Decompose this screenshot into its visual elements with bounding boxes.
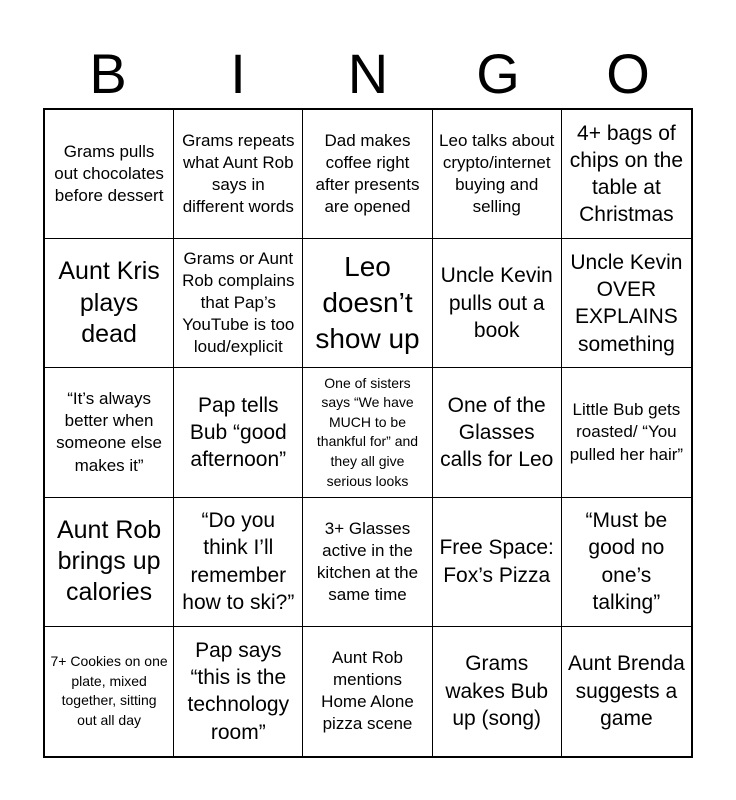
- bingo-board: [43, 108, 693, 758]
- cell-text: Aunt Brenda suggests a game: [568, 652, 685, 731]
- cell-text: Aunt Kris plays dead: [58, 257, 160, 348]
- cell-text: Aunt Rob mentions Home Alone pizza scene: [321, 648, 414, 734]
- bingo-cell-r3-c4[interactable]: [433, 368, 562, 497]
- bingo-cell-r1-c4[interactable]: [433, 110, 562, 239]
- bingo-cell-r3-c1[interactable]: [45, 368, 174, 497]
- header-letter-b: B: [89, 42, 127, 105]
- cell-text: 7+ Cookies on one plate, mixed together, sitting out all day: [50, 653, 168, 728]
- cell-text: Leo doesn’t show up: [315, 250, 420, 355]
- bingo-cell-r1-c2[interactable]: [174, 110, 303, 239]
- bingo-cell-r5-c4[interactable]: [433, 627, 562, 756]
- cell-text: Leo talks about crypto/internet buying and selling: [439, 130, 555, 217]
- cell-text: “Do you think I’ll remember how to ski?”: [182, 509, 295, 614]
- header-letter-g: G: [476, 42, 520, 105]
- bingo-cell-r5-c5[interactable]: [562, 627, 691, 756]
- bingo-cell-r4-c1[interactable]: [45, 498, 174, 627]
- bingo-cell-r3-c3[interactable]: [303, 368, 432, 497]
- cell-text: Pap says “this is the technology room”: [187, 638, 290, 744]
- cell-text: Grams or Aunt Rob complains that Pap’s YouTube is too loud/explicit: [182, 249, 295, 357]
- bingo-cell-r2-c4[interactable]: [433, 239, 562, 368]
- cell-text: Uncle Kevin pulls out a book: [440, 264, 553, 342]
- bingo-cell-r2-c2[interactable]: [174, 239, 303, 368]
- cell-text: Little Bub gets roasted/ “You pulled her hair”: [569, 400, 684, 464]
- cell-text: Grams pulls out chocolates before dessert: [54, 141, 164, 206]
- cell-text: Aunt Rob brings up calories: [56, 515, 162, 607]
- bingo-cell-r5-c2[interactable]: [174, 627, 303, 756]
- cell-text: Free Space: Fox’s Pizza: [439, 536, 554, 587]
- bingo-cell-r5-c3[interactable]: [303, 627, 432, 756]
- cell-text: Uncle Kevin OVER EXPLAINS something: [570, 250, 683, 356]
- bingo-cell-r1-c5[interactable]: [562, 110, 691, 239]
- cell-text: Pap tells Bub “good afternoon”: [189, 393, 287, 472]
- bingo-header: [43, 40, 693, 108]
- header-letter-i: I: [230, 42, 246, 105]
- bingo-cell-r2-c1[interactable]: [45, 239, 174, 368]
- bingo-cell-r2-c5[interactable]: [562, 239, 691, 368]
- bingo-cell-r4-c3[interactable]: [303, 498, 432, 627]
- cell-text: Grams wakes Bub up (song): [445, 652, 549, 731]
- cell-text: Grams repeats what Aunt Rob says in different words: [182, 130, 295, 217]
- cell-text: 3+ Glasses active in the kitchen at the same time: [316, 518, 419, 604]
- bingo-cell-r4-c5[interactable]: [562, 498, 691, 627]
- cell-text: “Must be good no one’s talking”: [585, 509, 668, 614]
- header-letter-n: N: [347, 42, 389, 105]
- bingo-cell-r3-c2[interactable]: [174, 368, 303, 497]
- header-letter-o: O: [606, 42, 650, 105]
- bingo-cell-r4-c4[interactable]: [433, 498, 562, 627]
- cell-text: “It’s always better when someone else makes it”: [56, 389, 163, 475]
- bingo-cell-r5-c1[interactable]: [45, 627, 174, 756]
- cell-text: One of sisters says “We have MUCH to be thankful for” and they all give serious looks: [316, 374, 419, 489]
- bingo-cell-r2-c3[interactable]: [303, 239, 432, 368]
- bingo-cell-r1-c1[interactable]: [45, 110, 174, 239]
- bingo-cell-r4-c2[interactable]: [174, 498, 303, 627]
- bingo-cell-r1-c3[interactable]: [303, 110, 432, 239]
- bingo-cell-r3-c5[interactable]: [562, 368, 691, 497]
- cell-text: One of the Glasses calls for Leo: [440, 393, 554, 472]
- cell-text: 4+ bags of chips on the table at Christmas: [569, 121, 684, 227]
- cell-text: Dad makes coffee right after presents are opened: [315, 130, 420, 217]
